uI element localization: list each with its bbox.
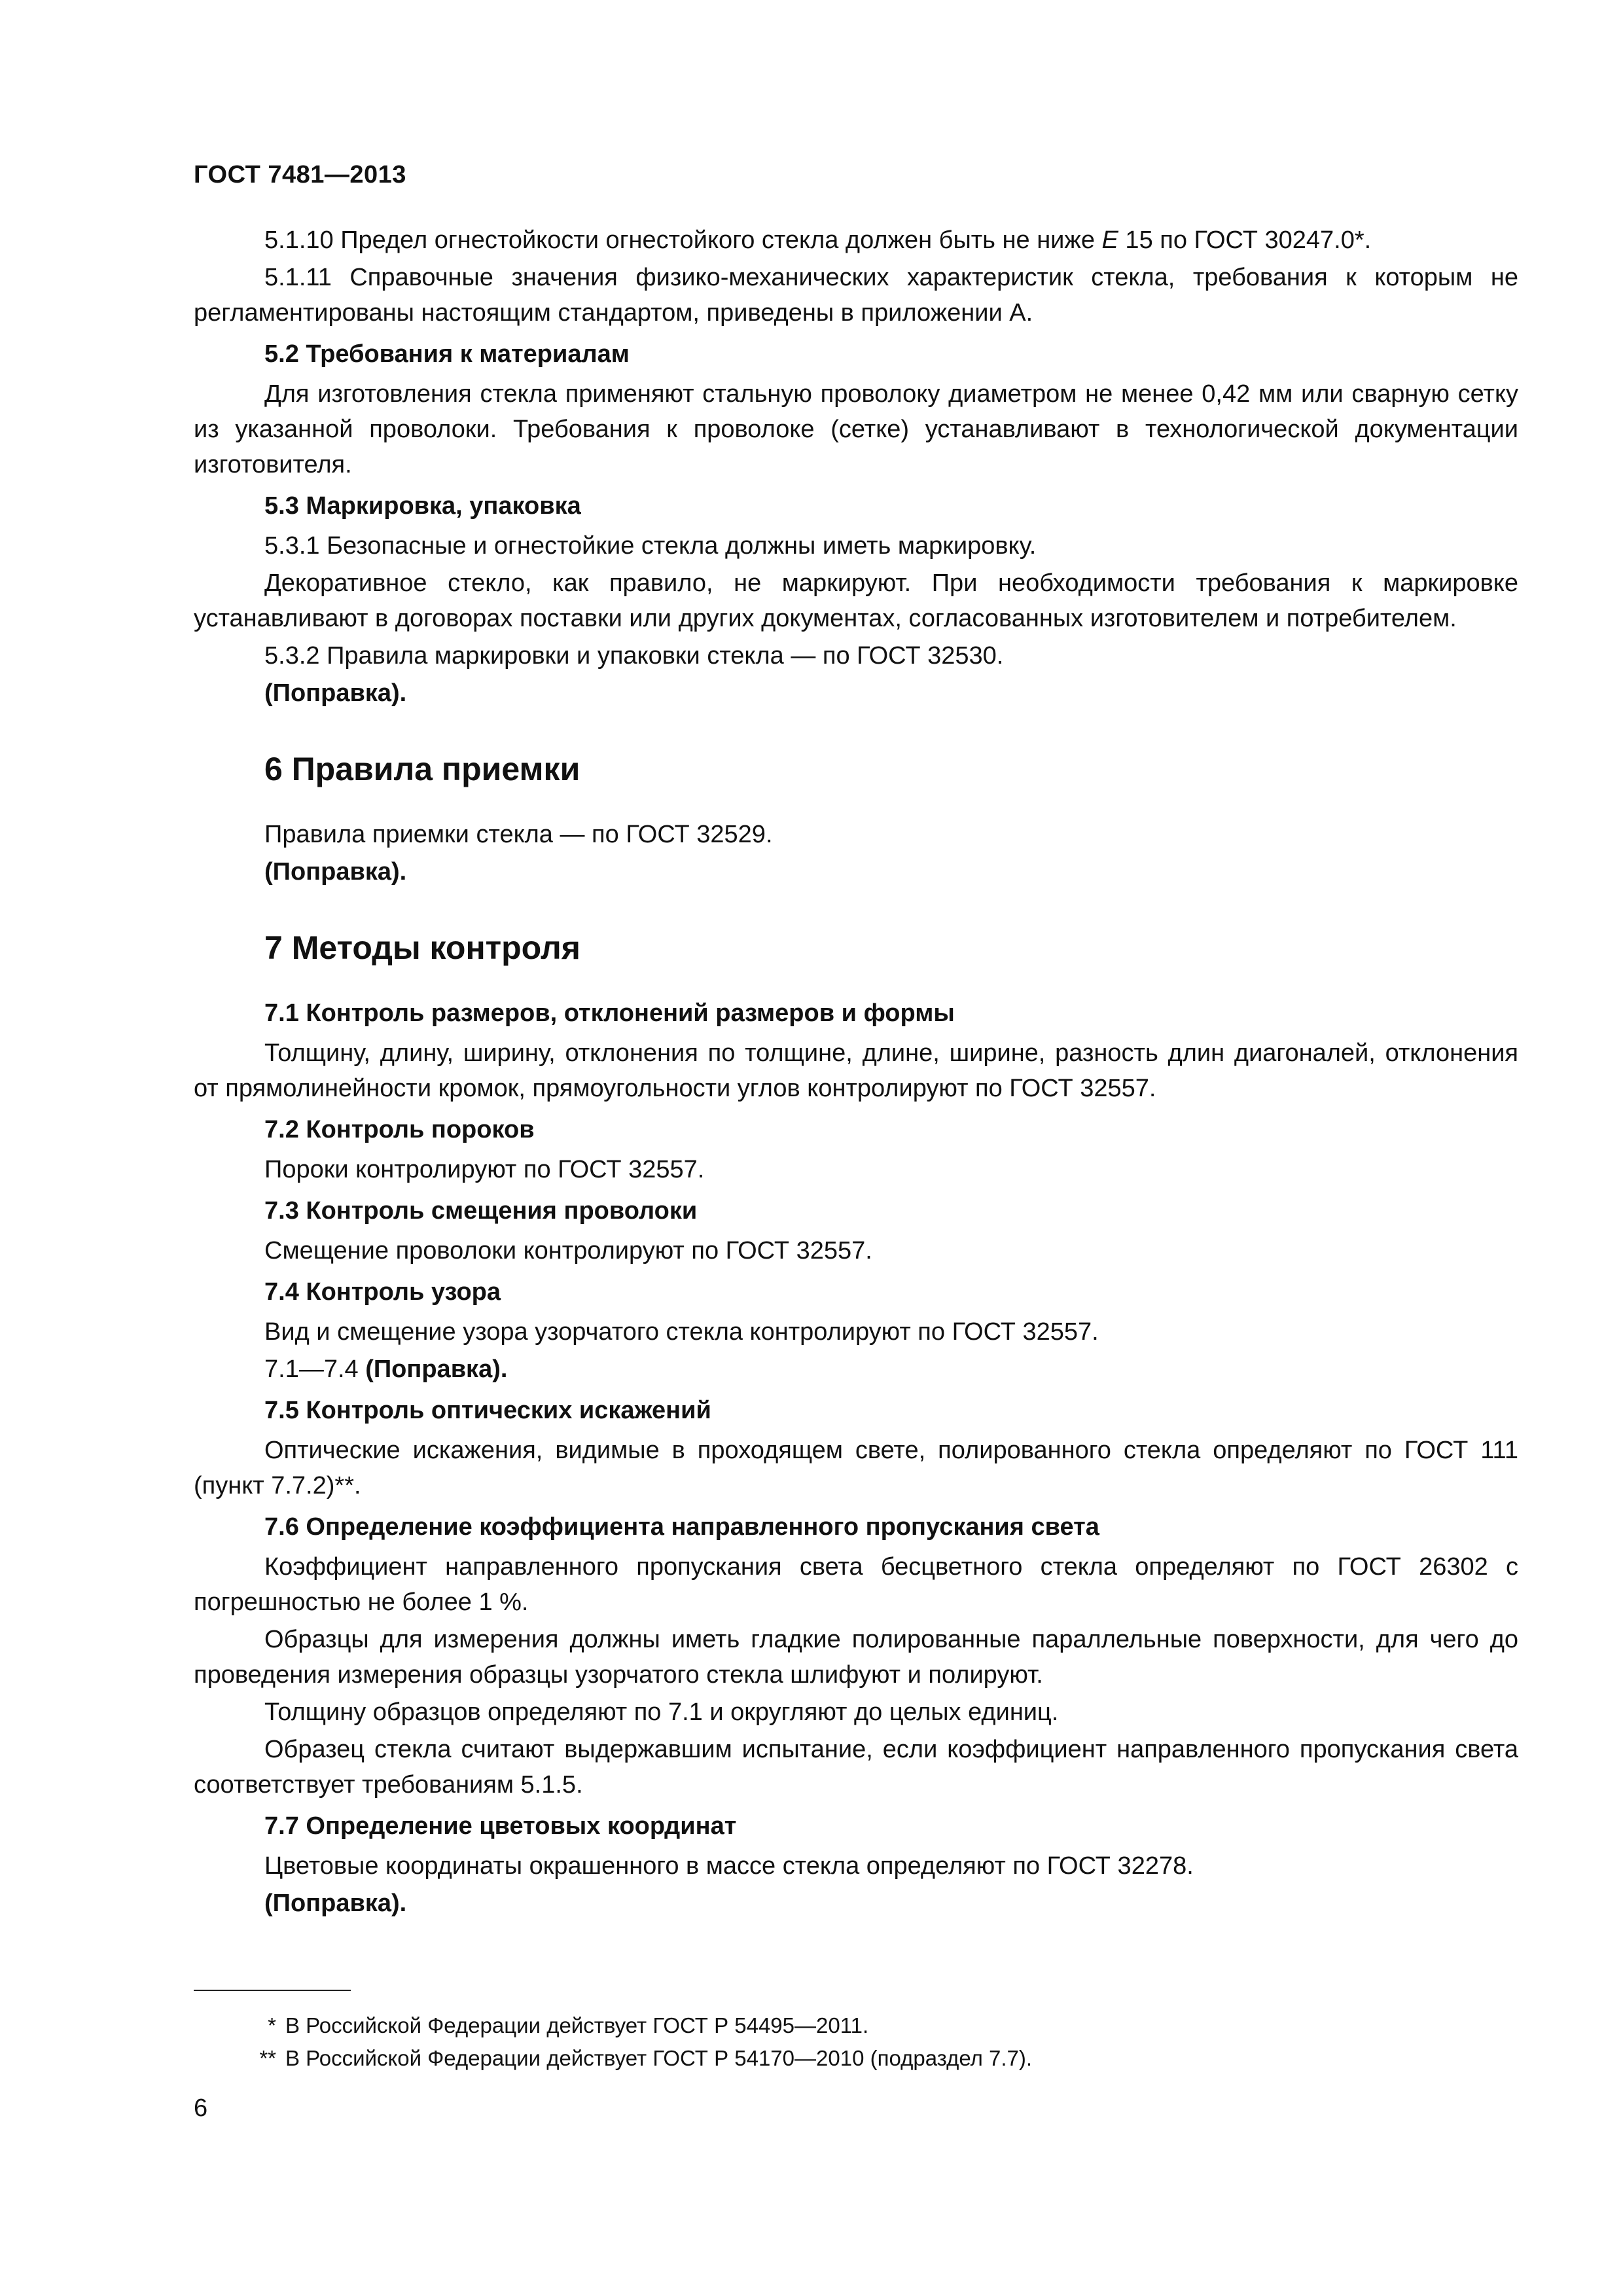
clause-7-1-text: Толщину, длину, ширину, отклонения по толщине, длине, ширине, разность длин диагоналей, отклонения от прямолинейности кромок, прямоугольности углов контролируют по ГОСТ 32557.: [194, 1039, 1518, 1102]
clause-5-1-11: 5.1.11 Справочные значения физико-механических характеристик стекла, требования к которым не регламентированы настоящим стандартом, приведены в приложении А.: [194, 264, 1518, 327]
fire-class-letter: E: [1101, 226, 1118, 254]
amendment-range-note: 7.1—7.4 (Поправка).: [264, 1355, 508, 1383]
amendment-note: (Поправка).: [264, 1890, 407, 1917]
heading-7-6: 7.6 Определение коэффициента направленного пропускания света: [264, 1513, 1099, 1541]
amendment-note: (Поправка).: [264, 679, 407, 707]
heading-7-5: 7.5 Контроль оптических искажений: [264, 1397, 711, 1424]
footnote-text: В Российской Федерации действует ГОСТ Р 54170—2010 (подраздел 7.7).: [285, 2046, 1033, 2070]
clause-7-7-text: Цветовые координаты окрашенного в массе стекла определяют по ГОСТ 32278.: [264, 1852, 1194, 1880]
clause-5-3-1: 5.3.1 Безопасные и огнестойкие стекла должны иметь маркировку.: [264, 532, 1037, 560]
clause-7-6-text-1: Коэффициент направленного пропускания света бесцветного стекла определяют по ГОСТ 26302 с погрешностью не более 1 %.: [194, 1553, 1518, 1616]
heading-5-3: 5.3 Маркировка, упаковка: [264, 492, 581, 520]
clause-7-6-text-3: Толщину образцов определяют по 7.1 и округляют до целых единиц.: [264, 1698, 1059, 1726]
clause-7-6-text-2: Образцы для измерения должны иметь гладкие полированные параллельные поверхности, для чего до проведения измерения образцы узорчатого стекла шлифуют и полируют.: [194, 1626, 1518, 1689]
clause-7-3-text: Смещение проволоки контролируют по ГОСТ 32557.: [264, 1237, 872, 1265]
heading-7-2: 7.2 Контроль пороков: [264, 1116, 535, 1143]
footnote-mark: **: [259, 2046, 276, 2070]
clause-5-1-10: 5.1.10 Предел огнестойкости огнестойкого стекла должен быть не ниже E 15 по ГОСТ 30247.0*.: [264, 226, 1372, 254]
document-body: [194, 223, 1518, 1923]
footnote-text: В Российской Федерации действует ГОСТ Р 54495—2011.: [285, 2013, 869, 2037]
heading-7-4: 7.4 Контроль узора: [264, 1278, 501, 1306]
clause-7-6-text-4: Образец стекла считают выдержавшим испытание, если коэффициент направленного пропускания света соответствует требованиям 5.1.5.: [194, 1736, 1518, 1799]
page-number: 6: [194, 2094, 208, 2122]
amendment-note: (Поправка).: [264, 858, 407, 886]
footnote: [194, 2042, 1518, 2075]
section-title-6: 6 Правила приемки: [264, 751, 580, 787]
footnotes: [194, 2009, 1518, 2075]
footnote: [194, 2009, 1518, 2042]
clause-5-3-2: 5.3.2 Правила маркировки и упаковки стекла — по ГОСТ 32530.: [264, 642, 1004, 670]
heading-5-2: 5.2 Требования к материалам: [264, 340, 630, 368]
section-6-text: Правила приемки стекла — по ГОСТ 32529.: [264, 821, 773, 848]
clause-7-5-text: Оптические искажения, видимые в проходящем свете, полированного стекла определяют по ГОСТ 111 (пункт 7.7.2)**.: [194, 1437, 1518, 1499]
clause-7-4-text: Вид и смещение узора узорчатого стекла контролируют по ГОСТ 32557.: [264, 1318, 1099, 1346]
clause-7-2-text: Пороки контролируют по ГОСТ 32557.: [264, 1156, 705, 1183]
heading-7-3: 7.3 Контроль смещения проволоки: [264, 1197, 698, 1225]
clause-5-3-1-decorative: Декоративное стекло, как правило, не маркируют. При необходимости требования к маркировке устанавливают в договорах поставки или других документах, согласованных изготовителем и потребителем.: [194, 569, 1518, 632]
heading-7-7: 7.7 Определение цветовых координат: [264, 1812, 737, 1840]
clause-5-2-text: Для изготовления стекла применяют стальную проволоку диаметром не менее 0,42 мм или сварную сетку из указанной проволоки. Требования к проволоке (сетке) устанавливают в технологической документации изготовителя.: [194, 380, 1518, 478]
document-header: ГОСТ 7481—2013: [194, 161, 406, 188]
heading-7-1: 7.1 Контроль размеров, отклонений размеров и формы: [264, 999, 955, 1027]
section-title-7: 7 Методы контроля: [264, 929, 580, 966]
footnote-divider: [194, 1990, 351, 1991]
footnote-mark: *: [268, 2013, 276, 2037]
